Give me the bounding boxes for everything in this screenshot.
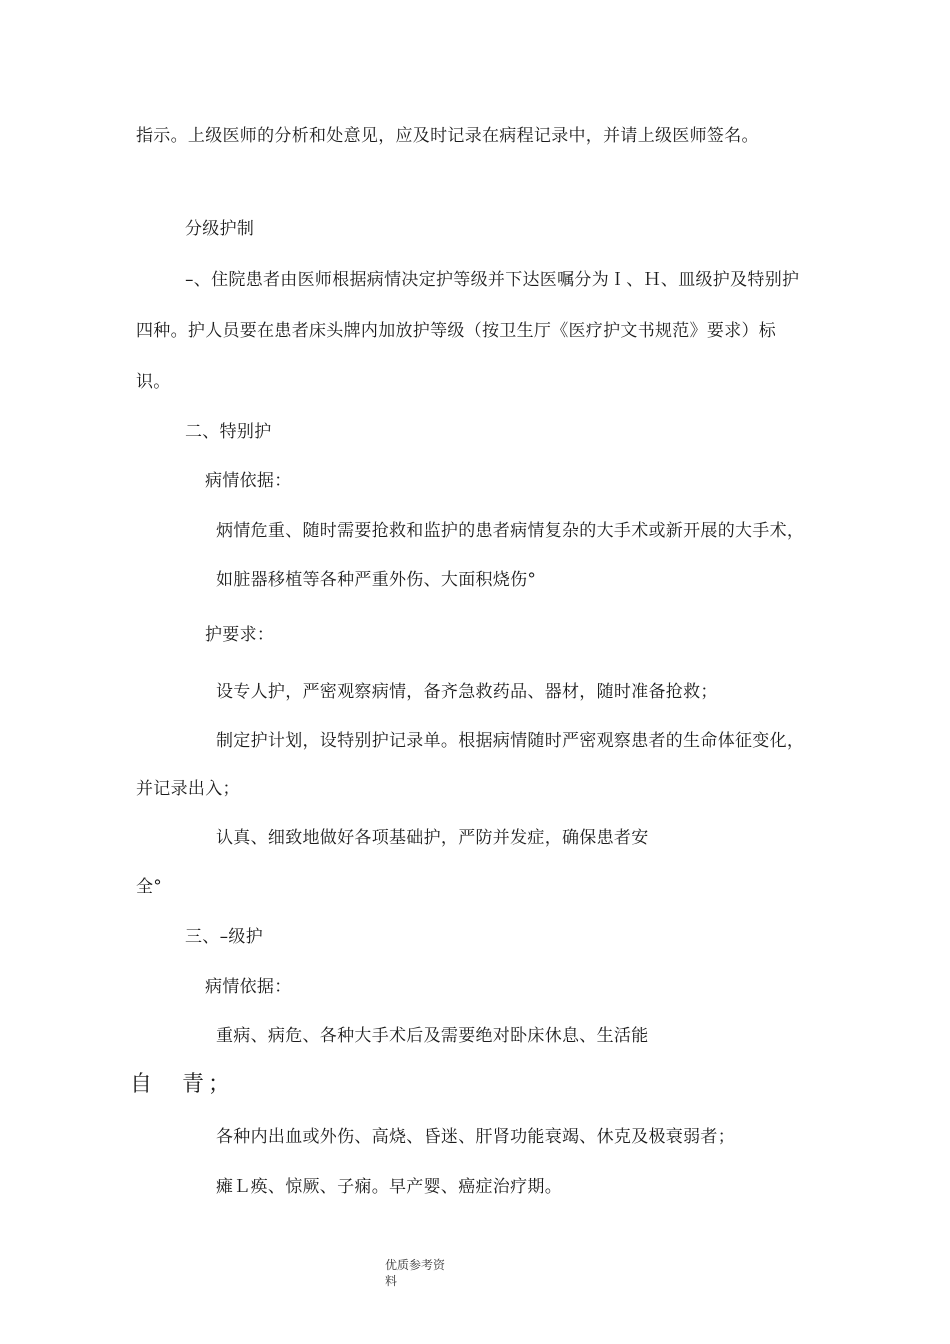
handwritten-char: 自: [130, 1072, 157, 1097]
section-heading: 三、–级护: [185, 927, 263, 947]
section-heading: 分级护制: [185, 219, 255, 239]
paragraph-line: 瘫Ｌ痪、惊厥、子痫。早产婴、癌症治疗期。: [216, 1177, 562, 1197]
subheading: 护要求：: [205, 625, 275, 645]
paragraph-line: 识。: [136, 372, 171, 392]
subheading: 病情依据：: [205, 977, 292, 997]
paragraph-line: 各种内出血或外伤、高烧、昏迷、肝肾功能衰竭、休克及极衰弱者；: [216, 1127, 735, 1147]
paragraph-line: 重病、病危、各种大手术后及需要绝对卧床休息、生活能: [216, 1026, 649, 1046]
page-footer: [385, 1257, 445, 1289]
paragraph-line: 并记录出入；: [136, 779, 240, 799]
handwritten-fragment: [130, 1070, 234, 1100]
paragraph-line: 指示。上级医师的分析和处意见，应及时记录在病程记录中，并请上级医师签名。: [136, 126, 759, 146]
paragraph-line: 设专人护，严密观察病情，备齐急救药品、器材，随时准备抢救；: [216, 682, 718, 702]
handwritten-punct: ；: [208, 1072, 235, 1097]
handwritten-char: 青: [182, 1072, 209, 1097]
paragraph-line: –、住院患者由医师根据病情决定护等级并下达医嘱分为Ｉ、Ｈ、皿级护及特别护: [185, 270, 800, 290]
paragraph-line: 制定护计划，设特别护记录单。根据病情随时严密观察患者的生命体征变化，: [216, 731, 805, 751]
paragraph-line: 四种。护人员要在患者床头牌内加放护等级（按卫生厅《医疗护文书规范》要求）标: [136, 321, 777, 341]
paragraph-line: 炳情危重、随时需要抢救和监护的患者病情复杂的大手术或新开展的大手术，: [216, 521, 805, 541]
footer-line: 料: [385, 1274, 398, 1288]
section-heading: 二、特别护: [185, 422, 272, 442]
subheading: 病情依据：: [205, 471, 292, 491]
paragraph-line: 如脏器移植等各种严重外伤、大面积烧伤°: [216, 570, 537, 590]
paragraph-line: 认真、细致地做好各项基础护，严防并发症，确保患者安: [216, 828, 649, 848]
paragraph-line: 全°: [136, 877, 163, 897]
footer-line: 优质参考资: [385, 1258, 446, 1272]
